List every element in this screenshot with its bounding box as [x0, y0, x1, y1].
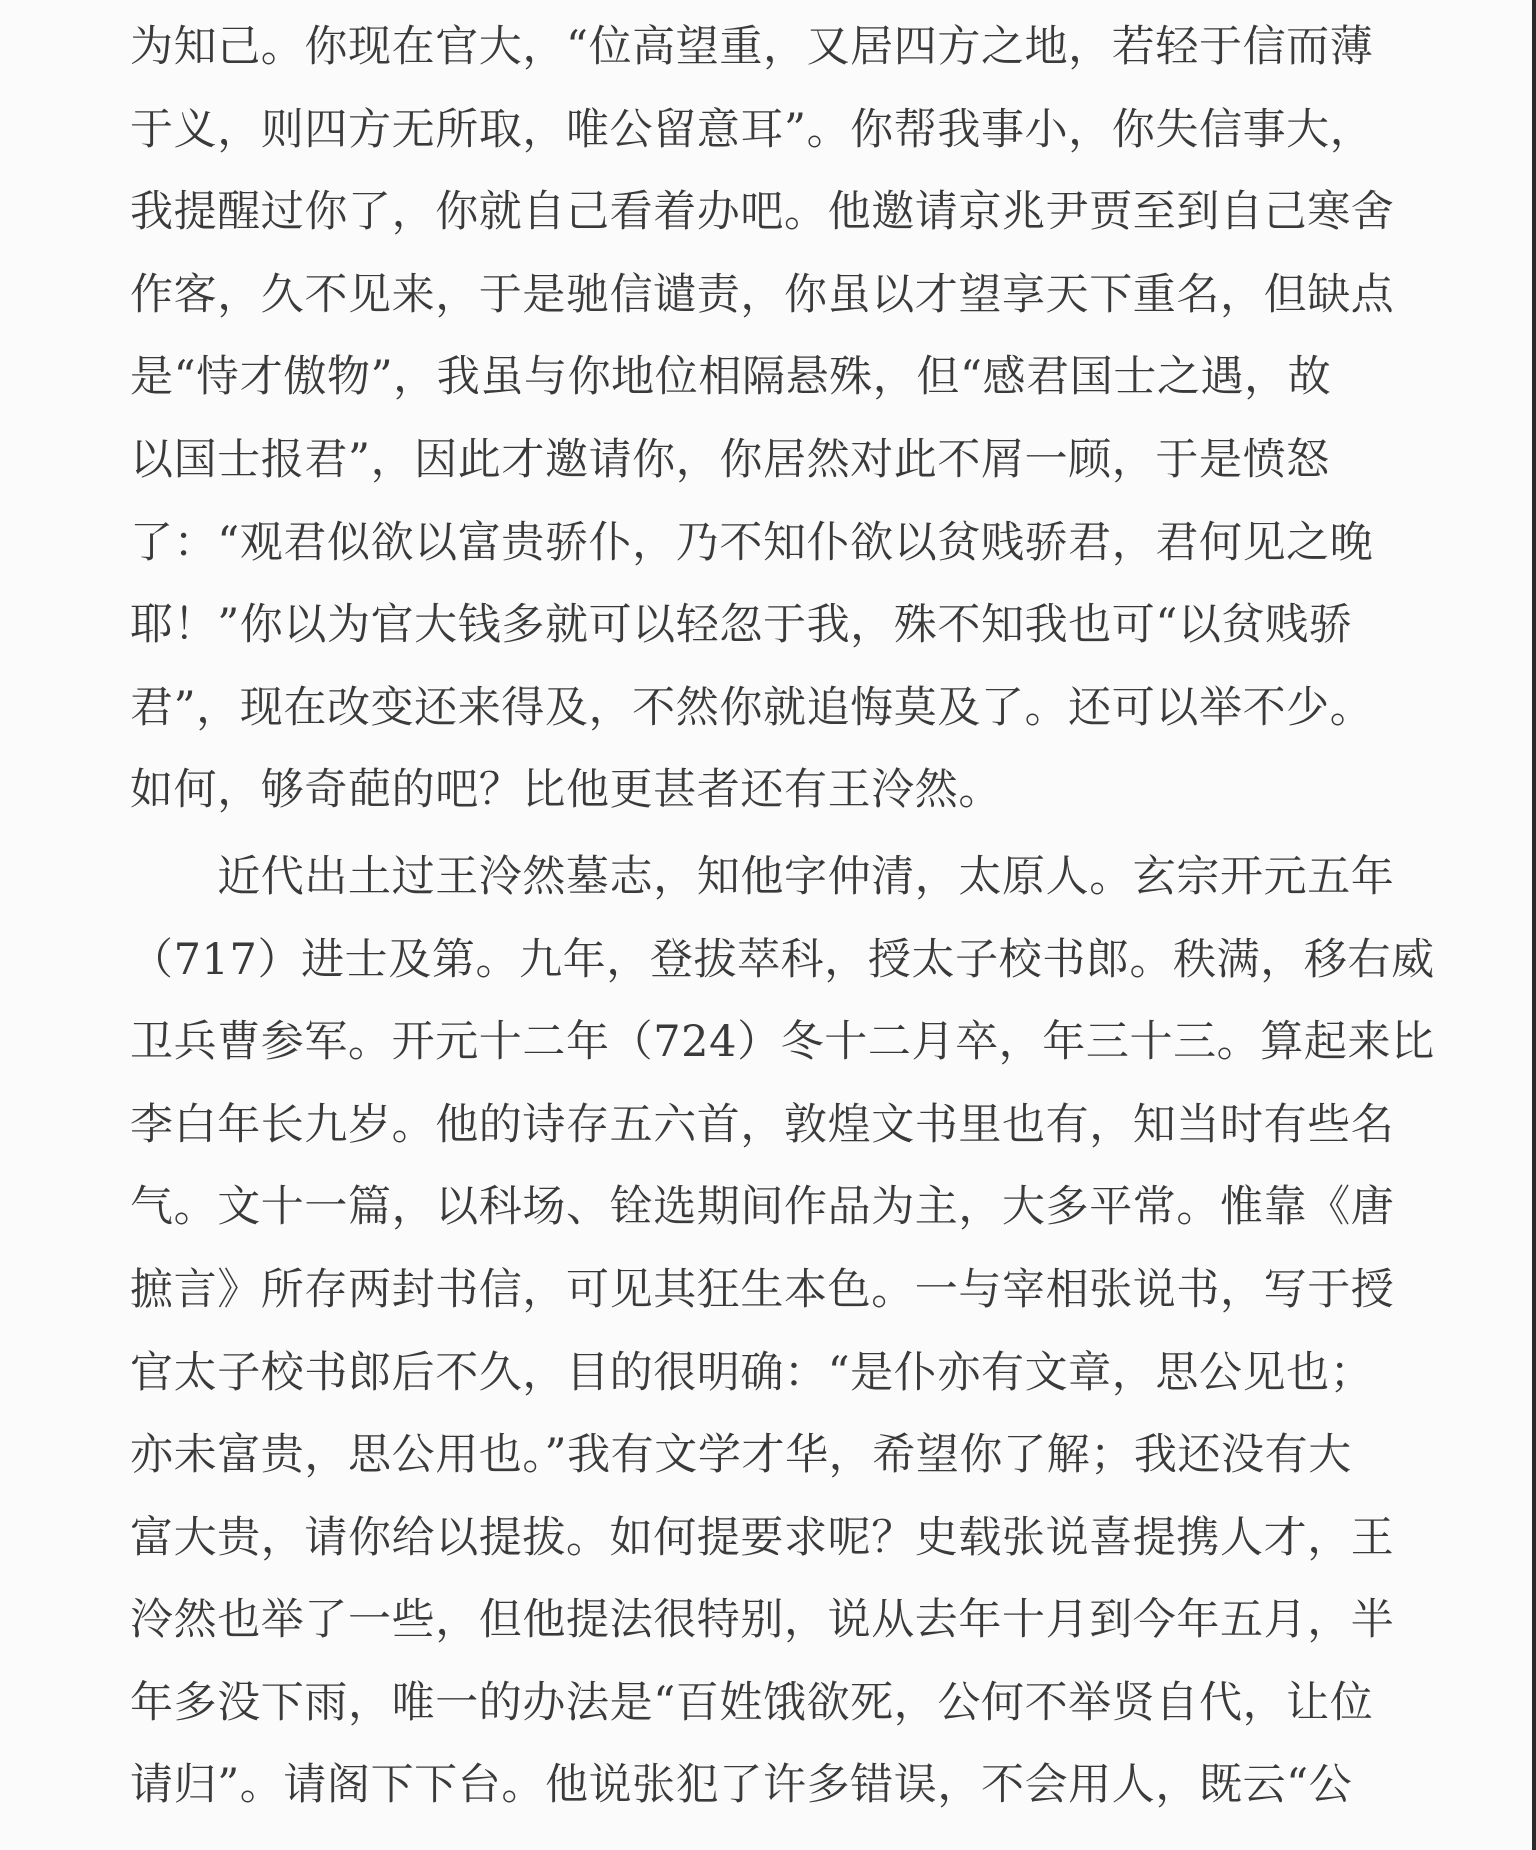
text-line: 耶！”你以为官大钱多就可以轻忽于我，殊不知我也可“以贫贱骄 [130, 600, 1353, 651]
text-line: 气。文十一篇，以科场、铨选期间作品为主，大多平常。惟靠《唐 [130, 1182, 1395, 1233]
body-text [130, 6, 1435, 1827]
text-line: 泠然也举了一些，但他提法很特别，说从去年十月到今年五月，半 [130, 1595, 1395, 1646]
text-line: 如何，够奇葩的吧？比他更甚者还有王泠然。 [130, 765, 1002, 816]
text-line: 作客，久不见来，于是驰信谴责，你虽以才望享天下重名，但缺点 [130, 269, 1395, 320]
text-line: 我提醒过你了，你就自己看着办吧。他邀请京兆尹贾至到自己寒舍 [130, 187, 1395, 238]
text-line: 于义，则四方无所取，唯公留意耳”。你帮我事小，你失信事大， [130, 104, 1374, 155]
text-line: 请归”。请阁下下台。他说张犯了许多错误，不会用人，既云“公 [130, 1760, 1353, 1811]
text-line: 是“恃才傲物”，我虽与你地位相隔悬殊，但“感君国士之遇，故 [130, 352, 1332, 403]
text-line: 近代出土过王泠然墓志，知他字仲清，太原人。玄宗开元五年 [130, 851, 1395, 902]
page-edge-divider [1532, 0, 1536, 1850]
text-line: 君”，现在改变还来得及，不然你就追悔莫及了。还可以举不少。 [130, 682, 1374, 733]
text-line: 卫兵曹参军。开元十二年（724）冬十二月卒，年三十三。算起来比 [130, 1017, 1435, 1068]
text-line: 了：“观君似欲以富贵骄仆，乃不知仆欲以贫贱骄君，君何见之晚 [130, 517, 1374, 568]
text-line: 以国士报君”，因此才邀请你，你居然对此不屑一顾，于是愤怒 [130, 434, 1330, 485]
paragraph-2 [130, 836, 1435, 1827]
text-line: 李白年长九岁。他的诗存五六首，敦煌文书里也有，知当时有些名 [130, 1099, 1395, 1150]
text-line: 富大贵，请你给以提拔。如何提要求呢？史载张说喜提携人才，王 [130, 1512, 1395, 1563]
text-line: 为知己。你现在官大，“位高望重，又居四方之地，若轻于信而薄 [130, 22, 1374, 72]
text-line: （717）进士及第。九年，登拔萃科，授太子校书郎。秩满，移右威 [130, 934, 1435, 985]
paragraph-1 [130, 6, 1395, 832]
text-line: 摭言》所存两封书信，可见其狂生本色。一与宰相张说书，写于授 [130, 1264, 1395, 1315]
text-line: 亦未富贵，思公用也。”我有文学才华，希望你了解；我还没有大 [130, 1430, 1352, 1481]
text-line: 官太子校书郎后不久，目的很明确：“是仆亦有文章，思公见也； [130, 1347, 1374, 1398]
text-line: 年多没下雨，唯一的办法是“百姓饿欲死，公何不举贤自代，让位 [130, 1677, 1374, 1728]
